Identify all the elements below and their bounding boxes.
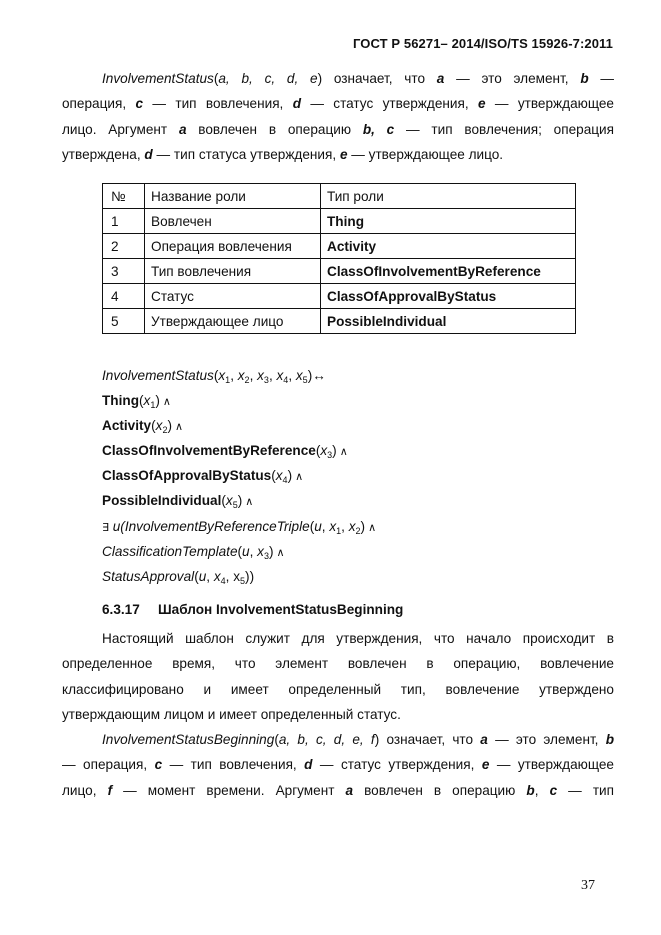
- table-cell: PossibleIndividual: [321, 309, 576, 334]
- text-run: 2: [162, 425, 168, 436]
- text-run: InvolvementStatus: [102, 368, 214, 383]
- header-cell: №: [103, 184, 145, 209]
- table-cell: Операция вовлечения: [145, 234, 321, 259]
- text-run: x: [329, 518, 337, 534]
- text-run: — тип вовлечения; операция: [394, 121, 614, 137]
- text-run: ,: [534, 782, 550, 798]
- formula-line: [102, 514, 376, 539]
- text-run: e: [339, 146, 348, 162]
- text-run: 4: [282, 475, 288, 486]
- text-run: 2: [244, 375, 250, 385]
- header-cell: Название роли: [145, 184, 321, 209]
- text-run: — тип статуса утверждения,: [152, 146, 340, 162]
- table-row: [103, 309, 576, 334]
- text-line: [62, 626, 614, 651]
- text-run: u: [314, 518, 322, 534]
- text-run: утверждена,: [62, 146, 145, 162]
- text-run: ,: [321, 518, 330, 534]
- text-run: ,: [341, 518, 349, 534]
- text-run: — утверждающее: [489, 757, 614, 773]
- text-line: [62, 651, 614, 676]
- text-run: ,: [249, 368, 258, 383]
- text-run: (: [139, 393, 144, 409]
- formula-line: [102, 363, 376, 388]
- text-run: классифицировано и имеет определенный тип, вовлечение утверждено: [62, 681, 614, 697]
- text-run: x: [348, 518, 356, 534]
- formula-line: [102, 463, 376, 488]
- formula-line: [102, 539, 376, 564]
- text-run: a: [178, 121, 187, 137]
- text-run: x: [143, 393, 151, 409]
- text-run: b, c: [362, 121, 395, 137]
- text-run: — тип: [557, 782, 615, 798]
- text-line: [62, 702, 614, 727]
- text-run: (: [237, 543, 243, 559]
- text-run: ∧: [159, 396, 171, 409]
- text-run: ∧: [242, 496, 254, 509]
- text-line: [62, 727, 614, 752]
- text-run: — утверждающее: [485, 96, 614, 112]
- text-run: a: [480, 732, 488, 747]
- text-run: ,: [268, 368, 277, 383]
- text-run: ): [167, 418, 172, 434]
- text-run: ,: [249, 543, 258, 559]
- text-run: 2: [355, 525, 361, 536]
- text-run: x: [213, 568, 221, 584]
- text-run: a, b, c, d, e: [218, 71, 318, 86]
- text-run: Activity: [102, 418, 152, 434]
- text-run: StatusApproval: [102, 568, 195, 584]
- text-run: , x: [225, 568, 241, 584]
- text-run: InvolvementStatus: [102, 71, 214, 86]
- text-run: c: [135, 96, 144, 112]
- text-run: лицо. Аргумент: [62, 121, 179, 137]
- text-run: x: [155, 418, 163, 434]
- text-run: e: [477, 96, 486, 112]
- text-run: )↔: [307, 368, 326, 383]
- text-run: — момент времени. Аргумент: [112, 782, 346, 798]
- page-number: 37: [581, 878, 595, 893]
- table-cell: Статус: [145, 284, 321, 309]
- text-run: ∧: [171, 421, 184, 434]
- text-run: 5: [302, 375, 308, 385]
- text-run: 4: [220, 575, 226, 586]
- text-run: ,: [288, 368, 296, 383]
- text-run: ): [155, 393, 160, 409]
- table-cell: Вовлечен: [145, 209, 321, 234]
- text-run: x: [320, 443, 328, 459]
- text-run: (: [213, 368, 219, 383]
- text-run: u: [198, 568, 207, 584]
- text-line: [62, 117, 614, 142]
- table-row: [103, 234, 576, 259]
- text-run: 3: [327, 450, 333, 461]
- table-header-row: [103, 184, 576, 209]
- text-run: PossibleIndividual: [102, 493, 222, 509]
- table-cell: Activity: [321, 234, 576, 259]
- text-run: ,: [206, 568, 214, 584]
- text-run: x: [225, 493, 233, 509]
- table-cell: Тип вовлечения: [145, 259, 321, 284]
- text-line: [62, 778, 614, 803]
- text-run: InvolvementStatusBeginning: [102, 732, 275, 747]
- text-run: (: [309, 518, 315, 534]
- text-run: ): [237, 493, 243, 509]
- text-run: x: [276, 368, 284, 383]
- text-run: ): [360, 518, 366, 534]
- text-run: ) означает, что: [374, 732, 481, 747]
- text-run: d: [292, 96, 301, 112]
- section-title: Шаблон InvolvementStatusBeginning: [158, 602, 404, 617]
- text-run: — тип вовлечения,: [162, 757, 305, 773]
- text-run: лицо,: [62, 782, 108, 798]
- formula-line: [102, 488, 376, 513]
- text-run: ∧: [336, 446, 348, 459]
- text-run: ∧: [273, 546, 285, 559]
- text-run: Thing: [102, 393, 139, 409]
- text-run: 4: [283, 375, 289, 385]
- table-cell: Утверждающее лицо: [145, 309, 321, 334]
- text-run: u: [242, 543, 250, 559]
- text-run: ,: [230, 368, 238, 383]
- text-run: a, b, c, d, e, f: [278, 732, 375, 747]
- text-run: —: [588, 71, 614, 86]
- text-run: b: [580, 71, 589, 86]
- text-run: — статус утверждения,: [301, 96, 478, 112]
- text-run: 1: [336, 525, 342, 536]
- text-run: a: [345, 782, 354, 798]
- table-cell: 1: [103, 209, 145, 234]
- formula-line: [102, 413, 376, 438]
- paragraph-involvement-status: [62, 66, 614, 167]
- paragraph-template-description: [62, 626, 614, 727]
- text-run: x: [237, 368, 245, 383]
- text-run: 5: [240, 575, 246, 586]
- text-line: [62, 66, 614, 91]
- text-run: вовлечен в операцию: [353, 782, 527, 798]
- text-run: — операция,: [62, 757, 155, 773]
- text-run: 3: [263, 375, 269, 385]
- text-run: (: [271, 468, 276, 484]
- text-run: ClassOfApprovalByStatus: [102, 468, 272, 484]
- text-run: (: [151, 418, 156, 434]
- text-run: (: [213, 71, 219, 86]
- table-row: [103, 284, 576, 309]
- document-header: ГОСТ Р 56271– 2014/ISO/TS 15926-7:2011: [352, 36, 613, 51]
- text-run: ) означает, что: [317, 71, 437, 86]
- text-run: x: [218, 368, 226, 383]
- text-line: [62, 752, 614, 777]
- formula-line: [102, 388, 376, 413]
- table-cell: 2: [103, 234, 145, 259]
- section-heading: [102, 602, 403, 617]
- text-run: — это элемент,: [444, 71, 581, 86]
- text-run: d: [304, 757, 313, 773]
- text-run: 1: [225, 375, 231, 385]
- text-run: (: [221, 493, 226, 509]
- table-cell: 5: [103, 309, 145, 334]
- text-run: )): [245, 568, 255, 584]
- text-run: x: [257, 368, 264, 383]
- text-run: x: [257, 543, 264, 559]
- text-run: Настоящий шаблон служит для утверждения, что начало происходит в: [102, 631, 614, 646]
- text-run: вовлечен в операцию: [186, 121, 363, 137]
- text-run: f: [107, 782, 113, 798]
- formula-block: [102, 363, 376, 589]
- text-run: ClassificationTemplate: [102, 543, 238, 559]
- text-run: — тип вовлечения,: [143, 96, 293, 112]
- text-run: x: [295, 368, 303, 383]
- section-number: 6.3.17: [102, 602, 140, 617]
- text-run: определенное время, что элемент вовлечен в операцию, вовлечение: [62, 656, 614, 672]
- header-cell: Тип роли: [321, 184, 576, 209]
- text-run: (: [274, 732, 279, 747]
- text-line: [62, 142, 614, 167]
- table-cell: Thing: [321, 209, 576, 234]
- table-row: [103, 259, 576, 284]
- text-run: ): [332, 443, 337, 459]
- text-run: утверждающим лицом и имеет определенный статус.: [62, 706, 401, 722]
- text-run: ClassOfInvolvementByReference: [102, 443, 316, 459]
- text-run: u(InvolvementByReferenceTriple: [108, 518, 310, 534]
- table-cell: 3: [103, 259, 145, 284]
- text-run: (: [315, 443, 321, 459]
- text-run: 5: [232, 500, 238, 511]
- text-run: ∧: [365, 521, 377, 534]
- text-run: ): [268, 543, 274, 559]
- text-run: операция,: [62, 96, 136, 112]
- text-run: ∃: [102, 521, 109, 534]
- text-run: ): [287, 468, 293, 484]
- text-line: [62, 91, 614, 116]
- text-run: x: [275, 468, 283, 484]
- text-run: ∧: [292, 471, 304, 484]
- text-run: — это элемент,: [487, 732, 606, 747]
- text-run: (: [194, 568, 199, 584]
- paragraph-status-beginning: [62, 727, 614, 803]
- formula-line: [102, 438, 376, 463]
- table-cell: ClassOfInvolvementByReference: [321, 259, 576, 284]
- text-line: [62, 677, 614, 702]
- text-run: e: [481, 757, 490, 773]
- table-cell: ClassOfApprovalByStatus: [321, 284, 576, 309]
- text-run: — статус утверждения,: [312, 757, 482, 773]
- text-run: 1: [150, 400, 156, 411]
- text-run: b: [605, 732, 614, 747]
- table-row: [103, 209, 576, 234]
- text-run: b: [526, 782, 535, 798]
- text-run: 3: [263, 550, 269, 561]
- text-run: — утверждающее лицо.: [347, 146, 504, 162]
- text-run: c: [154, 757, 163, 773]
- formula-line: [102, 564, 376, 589]
- text-run: c: [549, 782, 558, 798]
- text-run: a: [436, 71, 445, 86]
- table-cell: 4: [103, 284, 145, 309]
- text-run: d: [144, 146, 153, 162]
- roles-table: [102, 183, 576, 334]
